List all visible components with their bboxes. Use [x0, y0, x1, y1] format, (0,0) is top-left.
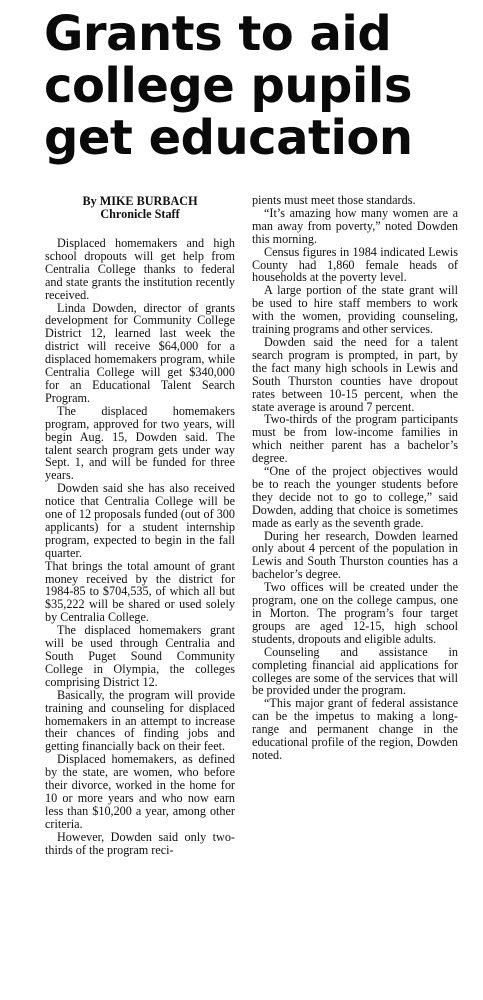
paragraph: During her research, Dowden learned only about 4 percent of the population in Lewis and South Thurston counties has a bachelor’s degree. [252, 528, 458, 582]
paragraph: The displaced homemakers grant will be used through Centralia and South Puget Sound Community College in Olympia, the colleges comprising District 12. [45, 623, 235, 689]
article-column-1 [45, 195, 235, 857]
paragraph: pients must meet those standards. [252, 193, 416, 207]
paragraph: Basically, the program will provide training and counseling for displaced homemakers in an attempt to increase their chances of finding jobs and getting financially back on their feet. [45, 687, 235, 754]
headline [44, 8, 480, 164]
paragraph: “One of the project objectives would be to reach the younger students before they decide not to go to college,” said Dowden, adding that choice is sometimes made as early as the seventh grade. [252, 464, 458, 530]
paragraph: Displaced homemakers and high school dropouts will get help from Centralia College thanks to federal and state grants the institution recently received. [45, 236, 235, 302]
paragraph: That brings the total amount of grant money received by the district for 1984-85 to $704,535, of which all but $35,222 will be shared or used solely by Centralia College. [45, 558, 235, 625]
paragraph: Two offices will be created under the program, one on the college campus, one in Morton. The program’s four target groups are aged 12-15, high school students, dropouts and eligible adults. [252, 580, 458, 646]
paragraph: A large portion of the state grant will be used to hire staff members to work with the women, providing counseling, training programs and other services. [252, 283, 458, 337]
article-column-2 [252, 194, 458, 762]
paragraph: Census figures in 1984 indicated Lewis County had 1,860 female heads of households at the poverty level. [252, 244, 458, 285]
paragraph: Dowden said she has also received notice that Centralia College will be one of 12 proposals funded (out of 300 applicants) for a student internship program, expected to begin in the fall quarter. [45, 481, 235, 560]
byline-staff: Chronicle Staff [100, 207, 180, 221]
paragraph: Dowden said the need for a talent search program is prompted, in part, by the fact many high schools in Lewis and South Thurston counties have dropout rates between 10-15 percent, when the state average is around 7 percent. [252, 334, 458, 414]
paragraph: Counseling and assistance in completing financial aid applications for colleges are some of the services that will be provided under the program. [252, 644, 458, 698]
headline-line-2: college pupils [44, 58, 412, 114]
paragraph: “It’s amazing how many women are a man away from poverty,” noted Dowden this morning. [252, 205, 458, 246]
paragraph: “This major grant of federal assistance can be the impetus to making a long-range and permanent change in the educational profile of the region, Dowden noted. [252, 696, 458, 762]
paragraph: The displaced homemakers program, approved for two years, will begin Aug. 15, Dowden said. The talent search program gets under way Sept. 1, and will be funded for three years. [45, 403, 235, 483]
byline-author: By MIKE BURBACH [82, 194, 198, 208]
byline [45, 195, 235, 221]
headline-line-1: Grants to aid [44, 6, 392, 62]
paragraph: Displaced homemakers, as defined by the state, are women, who before their divorce, worked in the home for 10 or more years and who now earn less than $10,200 a year, among other criteria. [45, 752, 235, 831]
paragraph: Two-thirds of the program participants must be from low-income families in which neither parent has a bachelor’s degree. [252, 412, 458, 466]
headline-line-3: get education [44, 110, 413, 166]
paragraph: However, Dowden said only two-thirds of the program reci- [45, 829, 235, 857]
paragraph: Linda Dowden, director of grants development for Community College District 12, learned last week the district will receive $64,000 for a displaced homemakers program, while Centralia College will get $340,000 for an Educational Talent Search Program. [45, 300, 235, 405]
